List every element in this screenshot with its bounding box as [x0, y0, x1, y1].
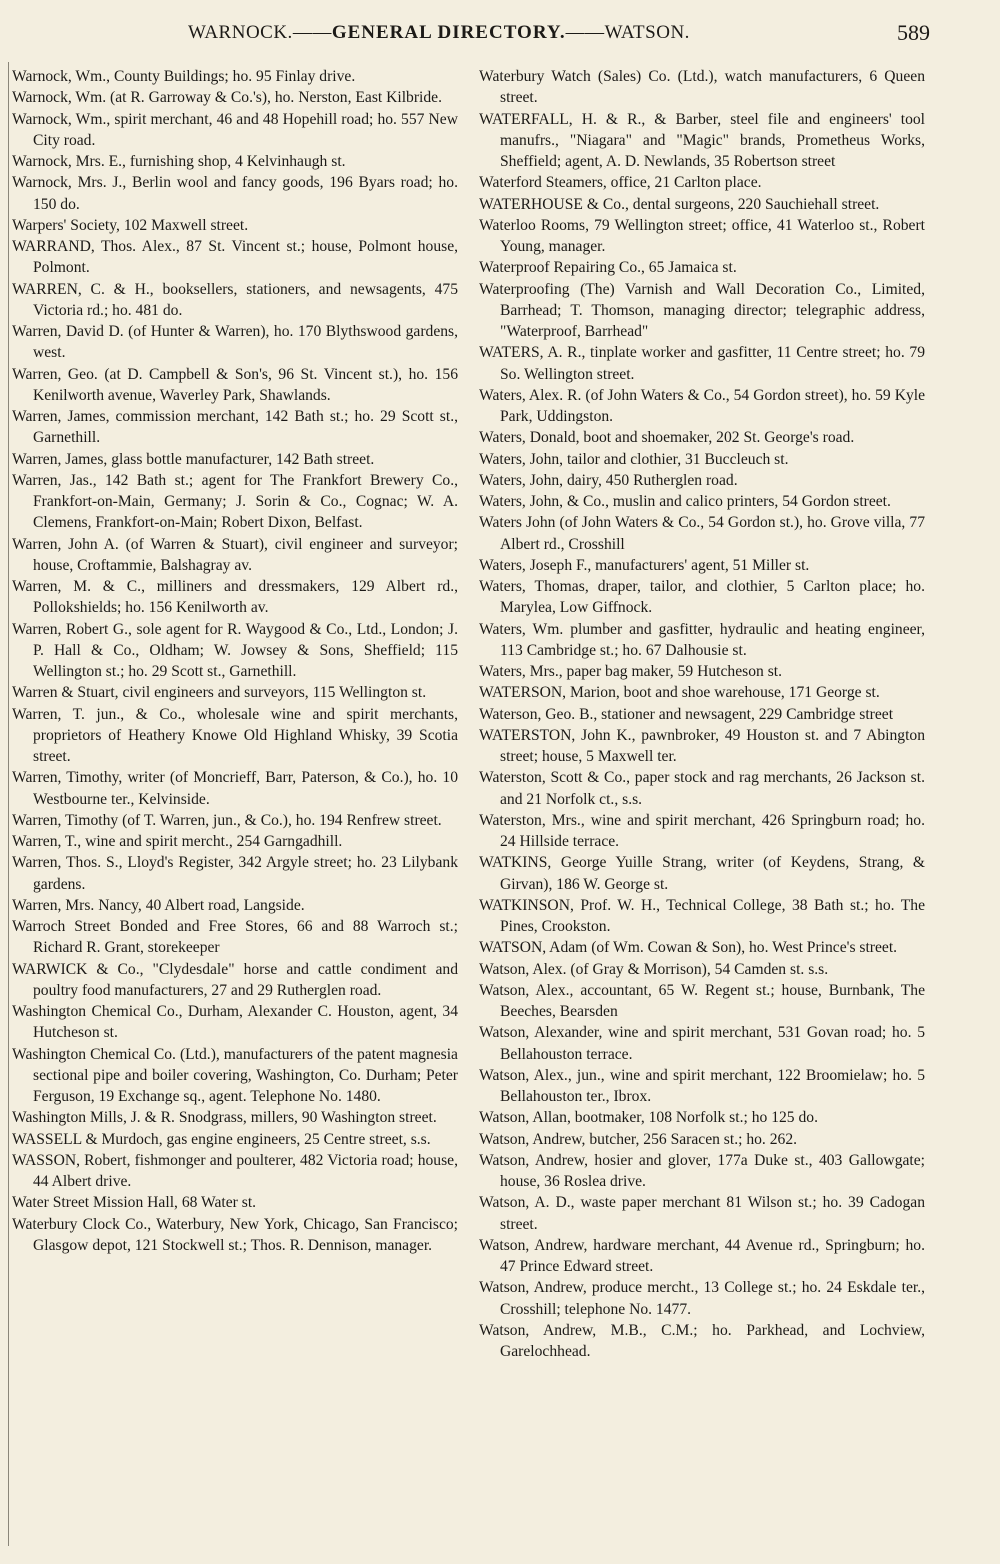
entry-details: , fishmonger and poulterer, 482 Victoria road; house, 44 Albert drive.	[33, 1151, 458, 1190]
entry-name: Waterproof	[479, 259, 550, 277]
directory-entry	[12, 767, 458, 810]
entry-name: Warren, Thos. S.	[12, 854, 119, 872]
entry-name: Watson, Alex.	[479, 960, 567, 978]
entry-name: WATSON, Adam	[479, 939, 588, 957]
entry-details: , glass bottle manufacturer, 142 Bath street.	[103, 450, 375, 468]
entry-details: Street Bonded and Free Stores, 66 and 88 Warroch st.; Richard R. Grant, storekeeper	[33, 918, 458, 957]
directory-entry	[12, 895, 458, 916]
directory-entry	[479, 767, 925, 810]
entry-name: Washington Mills	[12, 1109, 123, 1127]
directory-entry	[12, 172, 458, 215]
header-dash: ——	[565, 22, 605, 43]
directory-entry	[479, 895, 925, 938]
entry-name: Watson, A. D.	[479, 1194, 571, 1212]
entry-details: , writer (of Keydens, Strang, & Girvan), 186 W. George st.	[500, 854, 925, 893]
running-header	[0, 22, 1000, 52]
directory-entry	[479, 619, 925, 662]
entry-details: , wine and spirit mercht., 254 Garngadhill.	[77, 833, 343, 850]
directory-entry	[479, 279, 925, 343]
directory-entry	[12, 682, 458, 703]
directory-entry	[479, 1235, 925, 1278]
header-left: WARNOCK.	[188, 22, 293, 43]
directory-entry	[479, 980, 925, 1023]
entry-details: , wine and spirit merchant, 531 Govan road; ho. 5 Bellahouston terrace.	[500, 1024, 925, 1063]
entry-details: , draper, tailor, and clothier, 5 Carlton place; ho. Marylea, Low Giffnock.	[500, 578, 925, 617]
entry-name: Warnock, Mrs. E.	[12, 153, 123, 170]
entry-details: , manufacturers of the patent magnesia sectional pipe and boiler covering, Washington, Co. Durham; Peter Ferguson, 19 Exchange sq., agent. Telephone No. 1480.	[33, 1045, 458, 1105]
entry-name: Waters, John	[479, 471, 560, 489]
directory-entry	[12, 87, 458, 108]
header-middle: GENERAL DIRECTORY.	[331, 22, 566, 43]
entry-name: Warren, James	[12, 408, 106, 425]
entry-details: , County Buildings; ho. 95 Finlay drive.	[106, 68, 356, 85]
entry-name: Warnock, Wm.	[12, 68, 107, 85]
left-column	[12, 66, 458, 1256]
entry-name: Water	[12, 1194, 49, 1212]
entry-name: Warren, T. jun., & Co.	[12, 705, 182, 723]
entry-name: Warren, Robert G.	[12, 620, 129, 638]
entry-details: (of John Waters & Co., 54 Gordon street), ho. 59 Kyle Park, Uddingston.	[500, 386, 926, 425]
entry-name: WATERHOUSE & Co.	[479, 195, 625, 213]
directory-entry	[479, 937, 925, 958]
entry-details: , dental surgeons, 220 Sauchiehall street.	[624, 195, 880, 213]
entry-name: Warren, Timothy	[12, 811, 119, 829]
entry-details: , boot and shoemaker, 202 St. George's road.	[575, 429, 855, 447]
entry-name: WARRAND, Thos. Alex.	[12, 238, 176, 255]
directory-entry	[479, 1277, 925, 1320]
right-column	[479, 66, 925, 1362]
entry-details: Rooms, 79 Wellington street; office, 41 Waterloo st., Robert Young, manager.	[500, 216, 925, 255]
directory-entry	[12, 321, 458, 364]
directory-entry	[479, 1022, 925, 1065]
page-number: 589	[897, 20, 930, 45]
entry-details: , 40 Albert road, Langside.	[137, 896, 305, 914]
entry-name: Watson, Andrew	[479, 1151, 585, 1169]
entry-details: (at D. Campbell & Son's, 96 St. Vincent st.), ho. 156 Kenilworth avenue, Waverley Park, Shawlands.	[33, 365, 458, 404]
entry-name: Warnock, Wm.	[12, 110, 107, 128]
entry-details: , commission merchant, 142 Bath st.; ho. 29 Scott st., Garnethill.	[33, 408, 458, 447]
entry-name: WARREN, C. & H.	[12, 280, 150, 298]
entry-name: Waters, Alex. R.	[479, 386, 582, 404]
entry-name: Watson, Allan	[479, 1109, 567, 1127]
entry-name: WATERFALL, H. & R., & Barber	[479, 110, 718, 128]
entry-name: Warren, Jas.	[12, 471, 93, 489]
entry-details: (of Wm. Cowan & Son), ho. West Prince's street.	[587, 939, 898, 957]
entry-name: Warren, Geo.	[12, 365, 98, 383]
entry-details: Chemical Co., Durham, Alexander C. Houston, agent, 34 Hutcheson st.	[33, 1003, 458, 1042]
directory-entry	[479, 810, 925, 853]
directory-entry	[479, 66, 925, 109]
directory-entry	[12, 959, 458, 1002]
directory-entry	[12, 1001, 458, 1044]
entry-details: , sole agent for R. Waygood & Co., Ltd., London; J. P. Hall & Co., Oldham; W. Jowsey & Sons, Sheffield; 115 Wellington st.; ho. 29 Scott st., Garnethill.	[33, 620, 459, 680]
entry-name: Warren, T.	[12, 833, 78, 850]
entry-name: Waters, John	[479, 450, 560, 468]
entry-name: Waters, Mrs.	[479, 663, 559, 680]
entry-details: Society, 102 Maxwell street.	[66, 216, 249, 234]
entry-details: , dairy, 450 Rutherglen road.	[559, 471, 738, 489]
entry-name: Watson, Andrew, M.B., C.M.	[479, 1321, 694, 1339]
entry-details: , muslin and calico printers, 54 Gordon street.	[605, 493, 891, 510]
entry-details: , hardware merchant, 44 Avenue rd., Springburn; ho. 47 Prince Edward street.	[500, 1236, 925, 1275]
directory-entry	[479, 1320, 925, 1363]
directory-entry	[479, 1065, 925, 1108]
entry-details: , civil engineers and surveyors, 115 Wellington st.	[114, 684, 427, 702]
entry-details: , tailor and clothier, 31 Buccleuch st.	[559, 450, 789, 468]
entry-name: Watson, Andrew	[479, 1236, 584, 1254]
directory-entry	[12, 236, 458, 279]
entry-details: , 87 St. Vincent st.; house, Polmont house, Polmont.	[33, 238, 459, 277]
directory-entry	[479, 385, 925, 428]
directory-entry	[479, 1107, 925, 1128]
entry-details: , J. & R. Snodgrass, millers, 90 Washington street.	[122, 1109, 437, 1127]
directory-entry	[479, 470, 925, 491]
entry-details: , paper bag maker, 59 Hutcheson st.	[558, 663, 782, 680]
entry-details: , writer (of Moncrieff, Barr, Paterson, & Co.), ho. 10 Westbourne ter., Kelvinside.	[33, 769, 458, 808]
directory-entry	[479, 172, 925, 193]
directory-entry	[12, 406, 458, 449]
directory-entry	[12, 215, 458, 236]
entry-name: Waterston, Scott & Co.	[479, 769, 627, 787]
directory-entry	[479, 959, 925, 980]
directory-entry	[479, 704, 925, 725]
directory-entry	[12, 1044, 458, 1108]
directory-entry	[12, 1129, 458, 1150]
entry-details: (of T. Warren, jun., & Co.), ho. 194 Renfrew street.	[118, 811, 442, 829]
header-right: WATSON.	[604, 22, 690, 43]
binding-rule	[8, 62, 9, 1546]
entry-details: , spirit merchant, 46 and 48 Hopehill road; ho. 557 New City road.	[33, 110, 458, 149]
entry-details: , booksellers, stationers, and newsagents, 475 Victoria rd.; ho. 481 do.	[33, 280, 458, 319]
entry-details: , Waterbury, New York, Chicago, San Francisco; Glasgow depot, 121 Stockwell st.; Thos. R. Dennison, manager.	[33, 1215, 459, 1254]
directory-entry	[479, 576, 925, 619]
entry-name: Washington Chemical Co. (Ltd.)	[12, 1045, 216, 1063]
entry-name: Waterproofing	[479, 280, 570, 298]
directory-entry	[479, 852, 925, 895]
entry-name: Warren, James	[12, 450, 104, 468]
directory-entry	[479, 1192, 925, 1235]
entry-name: Warren & Stuart	[12, 684, 115, 702]
entry-details: (of Warren & Stuart), civil engineer and surveyor; house, Croftammie, Balshagray av.	[33, 535, 459, 574]
entry-name: Warren, John A.	[12, 535, 119, 553]
running-title	[188, 22, 748, 44]
entry-name: Warren, Mrs. Nancy	[12, 896, 138, 914]
entry-name: Warren, M. & C.	[12, 578, 142, 595]
entry-name: Waterbury Watch (Sales) Co. (Ltd.)	[479, 68, 714, 85]
directory-entry	[12, 1192, 458, 1213]
entry-name: WATKINSON, Prof. W. H.	[479, 896, 657, 914]
directory-entry	[12, 364, 458, 407]
directory-entry	[12, 852, 458, 895]
header-dash: ——	[292, 22, 332, 43]
directory-entry	[12, 1107, 458, 1128]
directory-entry	[479, 725, 925, 768]
directory-entry	[479, 257, 925, 278]
entry-details: , stationer and newsagent, 229 Cambridge street	[593, 705, 894, 723]
entry-details: plumber and gasfitter, hydraulic and heating engineer, 113 Cambridge st.; ho. 67 Dalhousie st.	[500, 620, 926, 659]
entry-details: ; ho. Parkhead, and Lochview, Garelochhead.	[500, 1321, 925, 1360]
entry-name: Waters, Joseph F.	[479, 556, 588, 574]
directory-entry	[12, 1150, 458, 1193]
entry-details: , manufacturers' agent, 51 Miller st.	[587, 556, 810, 574]
entry-details: , produce mercht., 13 College st.; ho. 24 Eskdale ter., Crosshill; telephone No. 1477.	[500, 1279, 926, 1318]
entry-details: , hosier and glover, 177a Duke st., 403 Gallowgate; house, 36 Roslea drive.	[500, 1151, 925, 1190]
entry-details: , milliners and dressmakers, 129 Albert rd., Pollokshields; ho. 156 Kenilworth av.	[33, 578, 458, 617]
directory-entry	[479, 194, 925, 215]
entry-details: , wine and spirit merchant, 122 Broomielaw; ho. 5 Bellahouston ter., Ibrox.	[500, 1066, 925, 1105]
directory-entry	[479, 512, 925, 555]
entry-name: Waters, John, & Co.	[479, 493, 606, 510]
directory-entry	[12, 534, 458, 577]
entry-name: Washington	[12, 1003, 87, 1020]
entry-name: Waterson, Geo. B.	[479, 705, 594, 723]
directory-entry	[12, 576, 458, 619]
directory-entry	[12, 449, 458, 470]
entry-details: (The) Varnish and Wall Decoration Co., Limited, Barrhead; T. Thomson, managing director; telegraphic address, "Waterproof, Barrhead"	[500, 280, 925, 340]
entry-details: , tinplate worker and gasfitter, 11 Centre street; ho. 79 So. Wellington street.	[500, 344, 925, 383]
entry-details: (of Gray & Morrison), 54 Camden st. s.s.	[566, 960, 829, 978]
entry-name: Warroch	[12, 918, 66, 935]
entry-details: (of John Waters & Co., 54 Gordon st.), ho. Grove villa, 77 Albert rd., Crosshill	[500, 514, 925, 553]
entry-name: Waterston, Mrs.	[479, 811, 581, 829]
directory-entry	[479, 1150, 925, 1193]
entry-details: , steel file and engineers' tool manufrs., "Niagara" and "Magic" brands, Prometheus Works, Sheffield; agent, A. D. Newlands, 35 Robertson street	[500, 110, 925, 170]
entry-name: Watson, Andrew	[479, 1279, 583, 1297]
directory-entry	[12, 704, 458, 768]
entry-name: WATERSON, Marion	[479, 684, 616, 702]
entry-details: Steamers, office, 21 Carlton place.	[541, 174, 762, 192]
entry-name: Waterloo	[479, 216, 536, 234]
entry-name: Warren, Timothy	[12, 769, 119, 787]
entry-name: Waters John	[479, 514, 556, 532]
directory-entry	[479, 682, 925, 703]
entry-details: , "Clydesdale" horse and cattle condiment and poultry food manufacturers, 27 and 29 Rutherglen road.	[33, 960, 459, 999]
entry-details: , waste paper merchant 81 Wilson st.; ho. 39 Cadogan street.	[500, 1194, 925, 1233]
entry-details: , Berlin wool and fancy goods, 196 Byars road; ho. 150 do.	[33, 174, 458, 213]
entry-details: , accountant, 65 W. Regent st.; house, Burnbank, The Beeches, Bearsden	[500, 981, 925, 1020]
directory-entry	[479, 661, 925, 682]
entry-details: , bootmaker, 108 Norfolk st.; ho 125 do.	[566, 1109, 818, 1127]
directory-entry	[479, 215, 925, 258]
entry-details: , 142 Bath st.; agent for The Frankfort Brewery Co., Frankfort-on-Main, Germany; J. Sorin & Co., Cognac; W. A. Clemens, Frankfort-on-Main; Robert Dixon, Belfast.	[33, 471, 458, 532]
entry-details: , watch manufacturers, 6 Queen street.	[500, 68, 925, 107]
entry-details: , boot and shoe warehouse, 171 George st.	[615, 684, 880, 702]
entry-details: , wine and spirit merchant, 426 Springburn road; ho. 24 Hillside terrace.	[500, 811, 925, 850]
entry-name: Waterford	[479, 174, 542, 192]
entry-name: Warnock, Wm.	[12, 89, 107, 107]
entry-details: Street Mission Hall, 68 Water st.	[48, 1194, 257, 1212]
directory-entry	[12, 810, 458, 831]
directory-entry	[12, 109, 458, 152]
directory-entry	[479, 1129, 925, 1150]
entry-details: , Technical College, 38 Bath st.; ho. The Pines, Crookston.	[500, 896, 925, 935]
directory-entry	[479, 555, 925, 576]
entry-name: Watson, Alex.	[479, 981, 570, 999]
entry-details: Repairing Co., 65 Jamaica st.	[549, 259, 737, 277]
entry-details: , furnishing shop, 4 Kelvinhaugh st.	[122, 153, 346, 170]
entry-details: , wholesale wine and spirit merchants, proprietors of Heathery Knowe Old Highland Whisky, 39 Scotia street.	[33, 705, 459, 765]
directory-entry	[12, 1214, 458, 1257]
directory-entry	[12, 619, 458, 683]
entry-name: WATERS, A. R.	[479, 344, 582, 362]
entry-name: Warren, David D.	[12, 323, 124, 340]
directory-entry	[479, 427, 925, 448]
entry-details: , butcher, 256 Saracen st.; ho. 262.	[581, 1130, 798, 1148]
entry-name: Waters, Wm.	[479, 620, 564, 638]
directory-entry	[479, 491, 925, 512]
entry-name: Waters, Thomas	[479, 578, 585, 595]
entry-name: Watson, Alexander	[479, 1024, 599, 1042]
entry-details: (at R. Garroway & Co.'s), ho. Nerston, East Kilbride.	[106, 89, 443, 107]
entry-details: (of Hunter & Warren), ho. 170 Blythswood gardens, west.	[33, 323, 458, 362]
entry-details: , Lloyd's Register, 342 Argyle street; ho. 23 Lilybank gardens.	[33, 854, 458, 893]
entry-name: Warpers'	[12, 216, 67, 234]
directory-entry	[12, 831, 458, 852]
directory-entry	[12, 470, 458, 534]
directory-entry	[12, 279, 458, 322]
entry-name: WARWICK & Co.	[12, 960, 140, 978]
entry-name: WATERSTON, John K.	[479, 726, 632, 744]
directory-entry	[479, 449, 925, 470]
directory-entry	[12, 151, 458, 172]
directory-entry	[479, 342, 925, 385]
entry-details: , pawnbroker, 49 Houston st. and 7 Abington street; house, 5 Maxwell ter.	[500, 726, 925, 765]
directory-entry	[479, 109, 925, 173]
entry-name: Watson, Alex., jun.	[479, 1066, 601, 1084]
entry-details: , gas engine engineers, 25 Centre street, s.s.	[158, 1130, 431, 1148]
directory-entry	[12, 66, 458, 87]
entry-name: Waterbury Clock Co.	[12, 1215, 148, 1233]
entry-name: Watson, Andrew	[479, 1130, 582, 1148]
entry-name: Waters, Donald	[479, 429, 576, 447]
entry-name: Warnock, Mrs. J.	[12, 174, 123, 192]
entry-name: WATKINS, George Yuille Strang	[479, 854, 703, 872]
entry-details: , paper stock and rag merchants, 26 Jackson st. and 21 Norfolk ct., s.s.	[500, 769, 925, 808]
directory-entry	[12, 916, 458, 959]
entry-name: WASSON, Robert	[12, 1151, 127, 1169]
entry-name: WASSELL & Murdoch	[12, 1130, 159, 1148]
